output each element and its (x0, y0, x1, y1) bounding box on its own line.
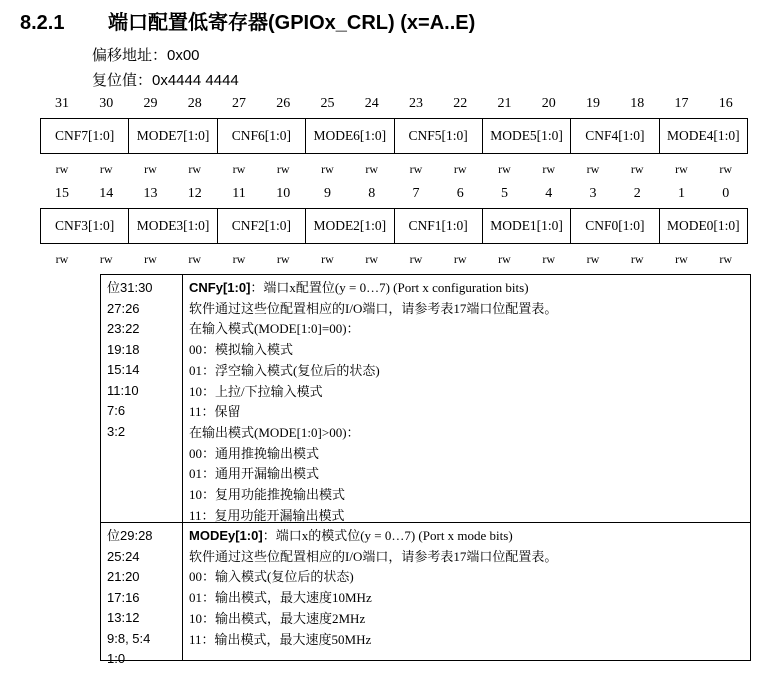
access-type: rw (675, 252, 688, 266)
bit-number: 1 (678, 186, 685, 201)
mode-description (183, 523, 750, 660)
register-field: CNF0[1:0] (571, 209, 659, 243)
register-field: CNF3[1:0] (41, 209, 129, 243)
register-upper-half (40, 118, 748, 154)
description-line: 01：通用开漏输出模式 (189, 466, 320, 482)
bit-number: 29 (143, 96, 158, 111)
bit-number: 2 (633, 186, 641, 201)
bit-number: 7 (412, 186, 420, 201)
bit-number: 10 (276, 186, 291, 201)
access-type: rw (188, 252, 202, 266)
bit-range: 1:0 (107, 651, 126, 666)
bit-number: 26 (276, 96, 291, 111)
bit-number: 17 (674, 96, 689, 111)
bit-range: 23:22 (107, 321, 140, 336)
bit-number: 14 (99, 186, 114, 201)
bit-range: 位29:28 (107, 528, 153, 543)
access-type: rw (498, 252, 511, 266)
access-type: rw (675, 162, 688, 176)
access-type: rw (144, 252, 157, 266)
description-line: 软件通过这些位配置相应的I/O端口，请参考表17端口位配置表。 (189, 300, 558, 316)
register-field: MODE2[1:0] (306, 209, 394, 243)
bit-range: 11:10 (107, 382, 139, 398)
access-type: rw (276, 162, 290, 176)
access-type: rw (630, 162, 644, 176)
bit-number: 12 (187, 186, 202, 201)
access-type: rw (55, 252, 69, 266)
access-type: rw (586, 252, 600, 266)
mode-bit-positions (101, 523, 183, 666)
access-type: rw (409, 162, 423, 176)
description-line: 01：浮空输入模式(复位后的状态) (189, 362, 380, 378)
section-number: 8.2.1 (20, 12, 65, 34)
bit-range: 7:6 (107, 403, 126, 418)
access-type: rw (630, 252, 644, 266)
bit-number: 30 (99, 96, 114, 111)
bit-number: 0 (722, 186, 730, 201)
register-field: MODE4[1:0] (666, 128, 740, 143)
access-type: rw (453, 162, 467, 176)
bit-number: 3 (589, 186, 597, 201)
access-type: rw (144, 162, 157, 176)
bit-number: 9 (324, 186, 331, 201)
bit-range: 位31:30 (107, 280, 153, 295)
register-field: CNF2[1:0] (218, 209, 306, 243)
offset-address: 偏移地址：0x00 (92, 47, 200, 64)
bit-range: 15:14 (107, 362, 140, 377)
bit-number: 27 (232, 96, 246, 111)
access-type: rw (232, 162, 246, 176)
access-type: rw (719, 252, 733, 266)
bit-number: 11 (232, 186, 246, 201)
upper-access-row (40, 162, 748, 178)
register-field: MODE1[1:0] (483, 209, 571, 243)
bit-number: 21 (497, 96, 512, 111)
lower-access-row (40, 252, 748, 268)
description-line: 00：通用推挽输出模式 (189, 445, 320, 461)
bit-range: 27:26 (107, 300, 140, 316)
bit-range: 17:16 (107, 589, 140, 605)
register-field: MODE3[1:0] (129, 209, 217, 243)
bit-number: 15 (55, 186, 69, 201)
register-field: MODE5[1:0] (483, 119, 571, 153)
access-type: rw (276, 252, 290, 266)
bit-number: 5 (501, 186, 508, 201)
register-field: CNF1[1:0] (395, 209, 483, 243)
access-type: rw (365, 162, 379, 176)
bit-number: 4 (545, 186, 553, 201)
bit-number: 28 (187, 96, 202, 111)
mode-summary: ：端口x的模式位(y = 0…7) (Port x mode bits) (262, 528, 513, 543)
bit-number: 8 (368, 186, 376, 201)
description-line: 11：保留 (189, 404, 241, 420)
register-field: CNF6[1:0] (218, 119, 306, 153)
cnf-summary: ：端口x配置位(y = 0…7) (Port x configuration bits) (250, 280, 529, 295)
access-type: rw (55, 162, 69, 176)
bit-range: 13:12 (107, 610, 140, 625)
bit-number: 16 (718, 96, 733, 111)
section-heading (20, 6, 475, 35)
bit-number: 20 (541, 96, 556, 111)
access-type: rw (453, 252, 467, 266)
cnf-field-name: CNFy[1:0] (189, 280, 251, 295)
description-line: 在输出模式(MODE[1:0]>00)： (189, 424, 360, 440)
bit-number: 25 (320, 96, 335, 111)
access-type: rw (232, 252, 246, 266)
register-field: MODE6[1:0] (306, 119, 394, 153)
description-line: 10：复用功能推挽输出模式 (189, 487, 346, 503)
description-line: 10：输出模式，最大速度2MHz (189, 610, 366, 626)
bit-number: 22 (453, 96, 468, 111)
description-line: 00：模拟输入模式 (189, 342, 294, 358)
register-field: CNF5[1:0] (395, 119, 483, 153)
bit-range: 19:18 (107, 341, 140, 357)
bit-number: 13 (143, 186, 158, 201)
lower-bit-numbers (40, 186, 748, 204)
cnf-description-row (100, 274, 751, 523)
access-type: rw (542, 162, 556, 176)
access-type: rw (365, 252, 379, 266)
bit-number: 24 (364, 96, 379, 111)
cnf-description (183, 275, 750, 522)
access-type: rw (321, 162, 334, 176)
register-field: MODE0[1:0] (666, 218, 740, 233)
access-type: rw (542, 252, 556, 266)
description-line: 00：输入模式(复位后的状态) (189, 569, 354, 585)
register-field: CNF7[1:0] (41, 119, 129, 153)
access-type: rw (321, 252, 334, 266)
upper-bit-numbers (40, 96, 748, 114)
access-type: rw (586, 162, 600, 176)
access-type: rw (498, 162, 511, 176)
description-line: 11：输出模式，最大速度50MHz (189, 631, 372, 647)
bit-number: 31 (55, 96, 69, 111)
bit-number: 6 (456, 186, 464, 201)
access-type: rw (719, 162, 733, 176)
description-line: 10：上拉/下拉输入模式 (189, 383, 323, 399)
description-line: 在输入模式(MODE[1:0]=00)： (189, 321, 360, 337)
register-field: CNF4[1:0] (571, 119, 659, 153)
mode-field-name: MODEy[1:0] (189, 528, 263, 543)
access-type: rw (99, 252, 113, 266)
register-field: MODE7[1:0] (129, 119, 217, 153)
register-lower-half (40, 208, 748, 244)
bit-range: 9:8, 5:4 (107, 630, 151, 646)
bit-number: 18 (630, 96, 645, 111)
bit-range: 21:20 (107, 569, 140, 584)
cnf-bit-positions (101, 275, 183, 522)
section-title: 端口配置低寄存器(GPIOx_CRL) (x=A..E) (108, 12, 476, 34)
mode-description-row (100, 522, 751, 666)
description-line: 01：输出模式，最大速度10MHz (189, 590, 372, 606)
bit-range: 3:2 (107, 423, 126, 439)
reset-value: 复位值：0x4444 4444 (92, 72, 239, 89)
access-type: rw (188, 162, 202, 176)
access-type: rw (409, 252, 423, 266)
access-type: rw (99, 162, 113, 176)
description-line: 11：复用功能开漏输出模式 (189, 507, 345, 523)
bit-number: 23 (409, 96, 423, 111)
bit-number: 19 (586, 96, 600, 111)
bit-range: 25:24 (107, 548, 140, 564)
description-line: 软件通过这些位配置相应的I/O端口，请参考表17端口位配置表。 (189, 548, 558, 564)
